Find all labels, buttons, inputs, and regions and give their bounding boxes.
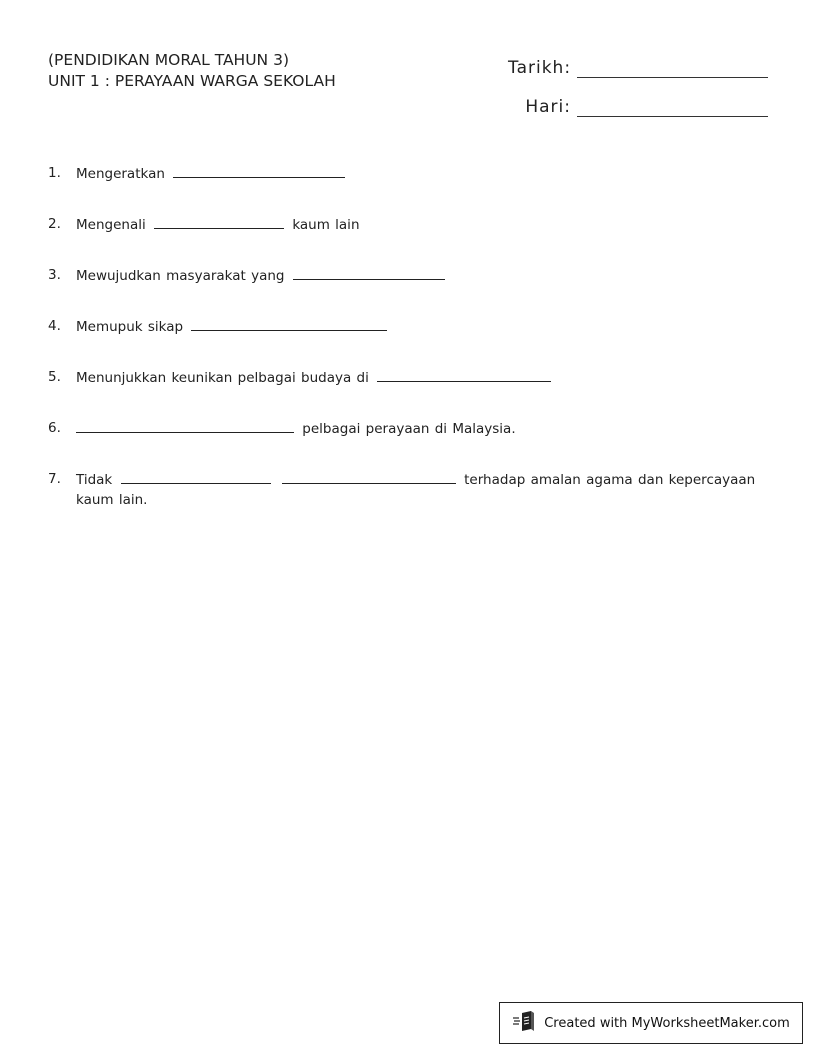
question-suffix: pelbagai perayaan di Malaysia. [302, 421, 516, 437]
answer-blank[interactable] [282, 469, 456, 484]
question-list [48, 163, 768, 540]
answer-blank[interactable] [76, 418, 294, 433]
question-text [76, 367, 768, 388]
question-number: 1. [48, 165, 61, 181]
answer-blank[interactable] [377, 367, 551, 382]
worksheet-header [48, 50, 336, 92]
question-number: 5. [48, 369, 61, 385]
date-label: Tarikh: [508, 58, 572, 78]
question-text [76, 265, 768, 286]
question-text [76, 469, 768, 510]
day-label: Hari: [525, 97, 571, 117]
question-item [48, 418, 768, 439]
question-prefix: Tidak [76, 472, 113, 488]
question-prefix: Memupuk sikap [76, 319, 184, 335]
date-day-fields [508, 52, 768, 130]
question-prefix: Menunjukkan keunikan pelbagai budaya di [76, 370, 369, 386]
question-suffix: kaum lain [292, 217, 360, 233]
answer-blank[interactable] [191, 316, 387, 331]
question-number: 2. [48, 216, 61, 232]
question-prefix: Mengeratkan [76, 166, 165, 182]
question-number: 6. [48, 420, 61, 436]
question-item [48, 214, 768, 235]
day-row [508, 91, 768, 117]
footer-text: Created with MyWorksheetMaker.com [544, 1015, 790, 1031]
question-item [48, 265, 768, 286]
answer-blank[interactable] [154, 214, 284, 229]
day-blank[interactable] [577, 96, 768, 117]
answer-blank[interactable] [293, 265, 445, 280]
question-item [48, 469, 768, 510]
date-row [508, 52, 768, 78]
question-number: 3. [48, 267, 61, 283]
book-logo-icon [512, 1010, 544, 1036]
unit-title: UNIT 1 : PERAYAAN WARGA SEKOLAH [48, 72, 336, 90]
date-blank[interactable] [577, 57, 768, 78]
question-prefix: Mewujudkan masyarakat yang [76, 268, 285, 284]
question-number: 7. [48, 471, 61, 487]
question-text [76, 418, 768, 439]
question-text [76, 163, 768, 184]
question-number: 4. [48, 318, 61, 334]
question-item [48, 316, 768, 337]
question-text [76, 214, 768, 235]
footer-credit[interactable] [499, 1002, 803, 1044]
question-item [48, 367, 768, 388]
question-item [48, 163, 768, 184]
answer-blank[interactable] [173, 163, 345, 178]
question-text [76, 316, 768, 337]
question-prefix: Mengenali [76, 217, 146, 233]
question-suffix: terhadap amalan agama dan kepercayaan kaum lain. [76, 472, 756, 508]
answer-blank[interactable] [121, 469, 271, 484]
subject-title: (PENDIDIKAN MORAL TAHUN 3) [48, 51, 289, 69]
